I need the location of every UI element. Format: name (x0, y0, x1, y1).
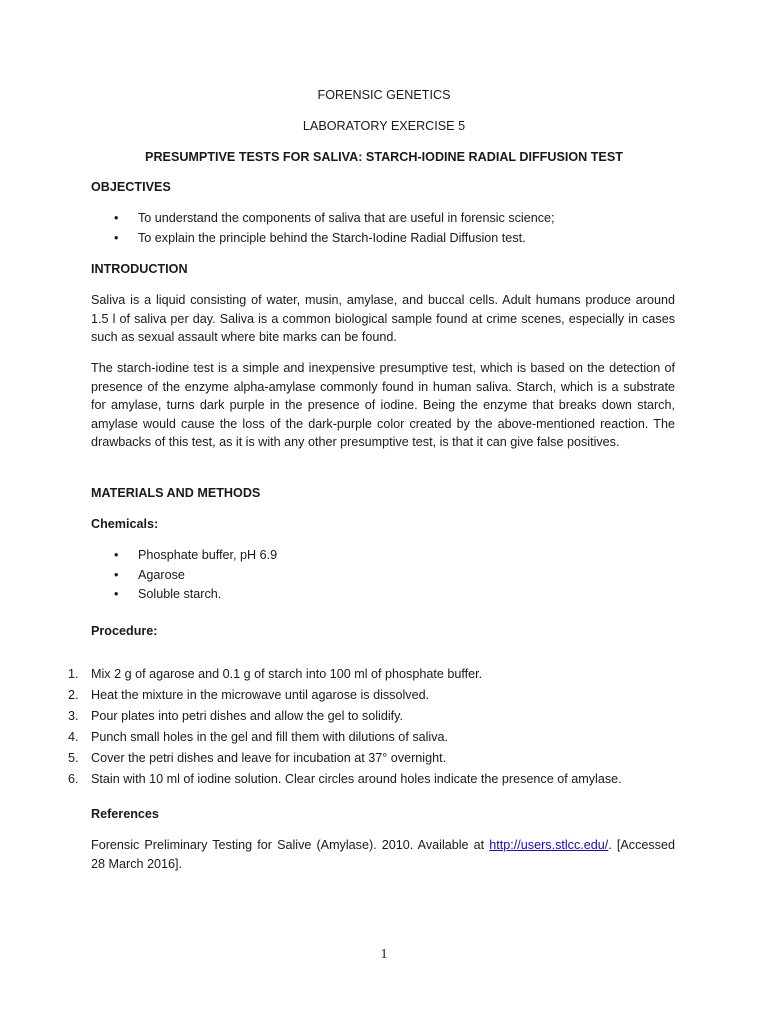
step-number: 2. (68, 688, 79, 702)
bullet-icon: • (114, 568, 119, 582)
chemicals-heading: Chemicals: (91, 517, 159, 531)
introduction-paragraph: The starch-iodine test is a simple and inexpensive presumptive test, which is based on the detection of presence of the enzyme alpha-amylase commonly found in human saliva. Starch, which is a substrate for amylase, turns dark purple in the presence of iodine. Being the enzyme that breaks down starch, amylase would cause the loss of the dark-purple color created by the above-mentioned reaction. The drawbacks of this test, as it is with any other presumptive test, is that it can give false positives. (91, 361, 675, 450)
page-number: 1 (380, 947, 388, 962)
reference-entry (91, 836, 675, 873)
references-heading: References (91, 807, 159, 821)
objective-text: To understand the components of saliva that are useful in forensic science; (138, 211, 555, 225)
step-text: Stain with 10 ml of iodine solution. Clear circles around holes indicate the presence of amylase. (91, 772, 622, 786)
introduction-paragraph: Saliva is a liquid consisting of water, musin, amylase, and buccal cells. Adult humans produce around 1.5 l of saliva per day. Saliva is a common biological sample found at crime scenes, especially in cases such as sexual assault where bite marks can be found. (91, 293, 675, 345)
step-number: 6. (68, 772, 79, 786)
document-title: PRESUMPTIVE TESTS FOR SALIVA: STARCH-IODINE RADIAL DIFFUSION TEST (145, 150, 623, 164)
step-text: Cover the petri dishes and leave for incubation at 37° overnight. (91, 751, 447, 765)
reference-accessed: . [Accessed 28 March 2016]. (91, 838, 675, 871)
step-text: Pour plates into petri dishes and allow the gel to solidify. (91, 709, 403, 723)
step-text: Punch small holes in the gel and fill them with dilutions of saliva. (91, 730, 449, 744)
step-number: 1. (68, 667, 79, 681)
introduction-heading: INTRODUCTION (91, 262, 188, 276)
bullet-icon: • (114, 587, 119, 601)
bullet-icon: • (114, 211, 119, 225)
step-number: 5. (68, 751, 79, 765)
course-title: FORENSIC GENETICS (317, 88, 451, 102)
step-number: 3. (68, 709, 79, 723)
objectives-heading: OBJECTIVES (91, 180, 171, 194)
reference-link[interactable]: http://users.stlcc.edu/ (489, 838, 609, 852)
exercise-title: LABORATORY EXERCISE 5 (302, 119, 466, 133)
procedure-heading: Procedure: (91, 624, 158, 638)
step-text: Heat the mixture in the microwave until agarose is dissolved. (91, 688, 430, 702)
bullet-icon: • (114, 231, 119, 245)
reference-text: Forensic Preliminary Testing for Salive (Amylase). 2010. Available at (91, 838, 490, 852)
chemical-text: Agarose (138, 568, 185, 582)
materials-heading: MATERIALS AND METHODS (91, 486, 261, 500)
bullet-icon: • (114, 548, 119, 562)
step-number: 4. (68, 730, 79, 744)
objective-text: To explain the principle behind the Starch-Iodine Radial Diffusion test. (138, 231, 526, 245)
chemical-text: Soluble starch. (138, 587, 222, 601)
chemical-text: Phosphate buffer, pH 6.9 (138, 548, 278, 562)
step-text: Mix 2 g of agarose and 0.1 g of starch into 100 ml of phosphate buffer. (91, 667, 483, 681)
